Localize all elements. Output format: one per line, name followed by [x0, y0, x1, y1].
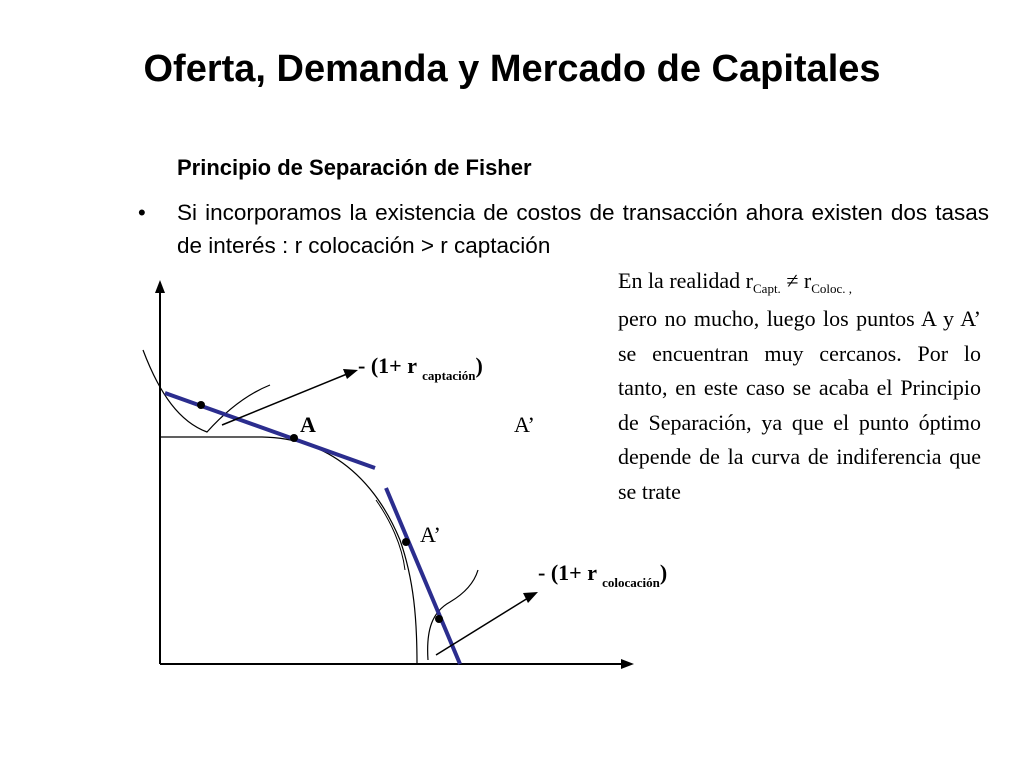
point-a-marker — [290, 434, 298, 442]
arrow-captacion-head-icon — [343, 369, 358, 379]
colocacion-rate-line — [386, 488, 460, 664]
label-captacion-sub: captación — [422, 368, 476, 383]
point-a-prime-marker — [402, 538, 410, 546]
arrow-colocacion-line — [436, 598, 528, 655]
investment-frontier-curve — [160, 437, 417, 664]
label-captacion-main: - (1+ r — [358, 353, 423, 378]
arrow-colocacion-head-icon — [523, 592, 538, 603]
x-axis-arrow-icon — [621, 659, 634, 669]
note-head-sub-capt: Capt. — [753, 281, 781, 296]
tangency-point-upper — [197, 401, 205, 409]
label-colocacion — [538, 560, 667, 590]
label-captacion — [358, 353, 483, 383]
arrow-captacion-line — [222, 374, 347, 425]
tangency-point-lower — [435, 615, 443, 623]
note-head-prefix: En la realidad r — [618, 268, 753, 293]
bullet-text: Si incorporamos la existencia de costos de transacción ahora existen dos tasas de interés : r colocación > r captación — [177, 200, 989, 258]
y-axis-arrow-icon — [155, 280, 165, 293]
note-head-neq: ≠ r — [780, 268, 812, 293]
label-colocacion-close: ) — [659, 560, 668, 585]
label-point-a-prime-curve: A’ — [420, 522, 441, 547]
indifference-curve-middle — [376, 500, 405, 570]
indifference-curve-upper — [143, 350, 270, 432]
captacion-rate-line — [165, 393, 375, 468]
note-head-sub-coloc: Coloc. , — [811, 281, 853, 296]
label-colocacion-main: - (1+ r — [538, 560, 603, 585]
slide-subtitle: Principio de Separación de Fisher — [177, 155, 532, 180]
label-colocacion-sub: colocación — [602, 575, 660, 590]
label-captacion-close: ) — [475, 353, 483, 378]
slide-title: Oferta, Demanda y Mercado de Capitales — [143, 48, 881, 90]
label-point-a: A — [300, 412, 316, 437]
note-body: pero no mucho, luego los puntos A y A’ se encuentran muy cercanos. Por lo tanto, en este caso se acaba el Principio de Separación, ya que el punto óptimo depende de la curva de indiferencia que se trate — [618, 306, 981, 504]
bullet-marker: • — [138, 200, 146, 225]
label-point-a-prime-top: A’ — [514, 412, 535, 437]
